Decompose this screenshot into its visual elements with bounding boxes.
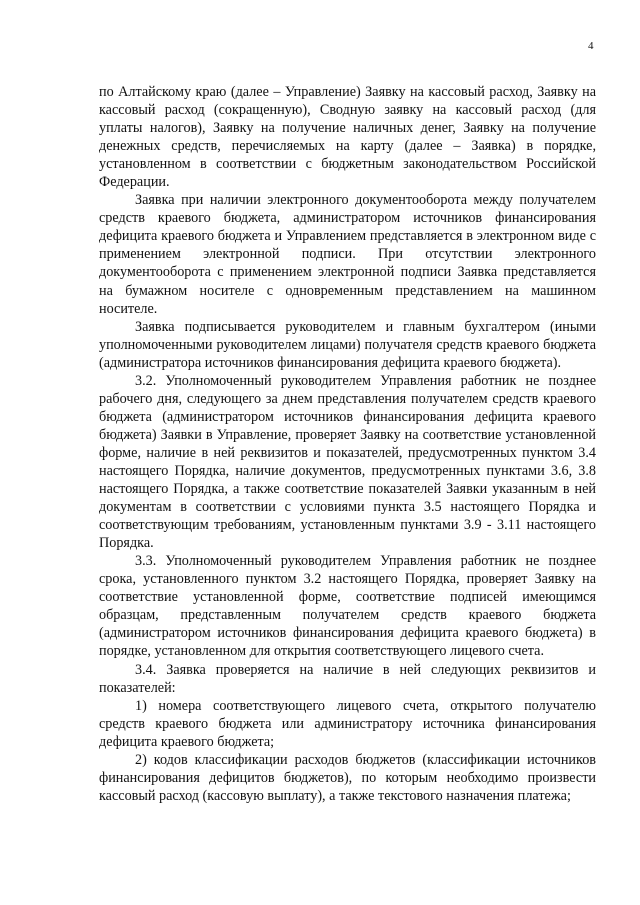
page-number: 4	[588, 40, 594, 52]
paragraph-item-3-2: 3.2. Уполномоченный руководителем Управления работник не позднее рабочего дня, следующего за днем представления получателем средств краевого бюджета (администратором источников финансирования дефицита краевого бюджета) Заявки в Управление, проверяет Заявку на соответствие установленной форме, наличие в ней реквизитов и показателей, предусмотренных пунктом 3.4 настоящего Порядка, наличие документов, предусмотренных пунктами 3.6, 3.8 настоящего Порядка, а также соответствие показателей Заявки указанным в ней документам в соответствии с условиями пункта 3.5 настоящего Порядка и соответствующим требованиям, установленным пунктами 3.9 - 3.11 настоящего Порядка.	[99, 372, 596, 552]
list-item: 2) кодов классификации расходов бюджетов (классификации источников финансирования дефицитов бюджетов), по которым необходимо произвести кассовый расход (кассовую выплату), а также текстового назначения платежа;	[99, 751, 596, 804]
paragraph-item-3-3: 3.3. Уполномоченный руководителем Управления работник не позднее срока, установленного пунктом 3.2 настоящего Порядка, проверяет Заявку на соответствие установленной форме, соответствие подписей имеющимся образцам, представленным получателем средств краевого бюджета (администратором источников финансирования дефицита краевого бюджета) в порядке, установленном для открытия соответствующего лицевого счета.	[99, 553, 596, 660]
paragraph: Заявка подписывается руководителем и главным бухгалтером (иными уполномоченными руководителем лицами) получателя средств краевого бюджета (администратора источников финансирования дефицита краевого бюджета).	[99, 318, 596, 371]
paragraph: по Алтайскому краю (далее – Управление) Заявку на кассовый расход, Заявку на кассовый расход (сокращенную), Сводную заявку на кассовый расход (для уплаты налогов), Заявку на получение наличных денег, Заявку на получение денежных средств, перечисляемых на карту (далее – Заявка) в порядке, установленном в соответствии с бюджетным законодательством Российской Федерации.	[99, 84, 596, 191]
paragraph: Заявка при наличии электронного документооборота между получателем средств краевого бюджета, администратором источников финансирования дефицита краевого бюджета и Управлением представляется в электронном виде с применением электронной подписи. При отсутствии электронного документооборота с применением электронной подписи Заявка представляется на бумажном носителе с одновременным представлением на машинном носителе.	[99, 192, 596, 317]
paragraph-item-3-4: 3.4. Заявка проверяется на наличие в ней следующих реквизитов и показателей:	[99, 661, 596, 696]
document-body	[99, 83, 596, 805]
list-item: 1) номера соответствующего лицевого счета, открытого получателю средств краевого бюджета или администратору источника финансирования дефицита краевого бюджета;	[99, 697, 596, 750]
